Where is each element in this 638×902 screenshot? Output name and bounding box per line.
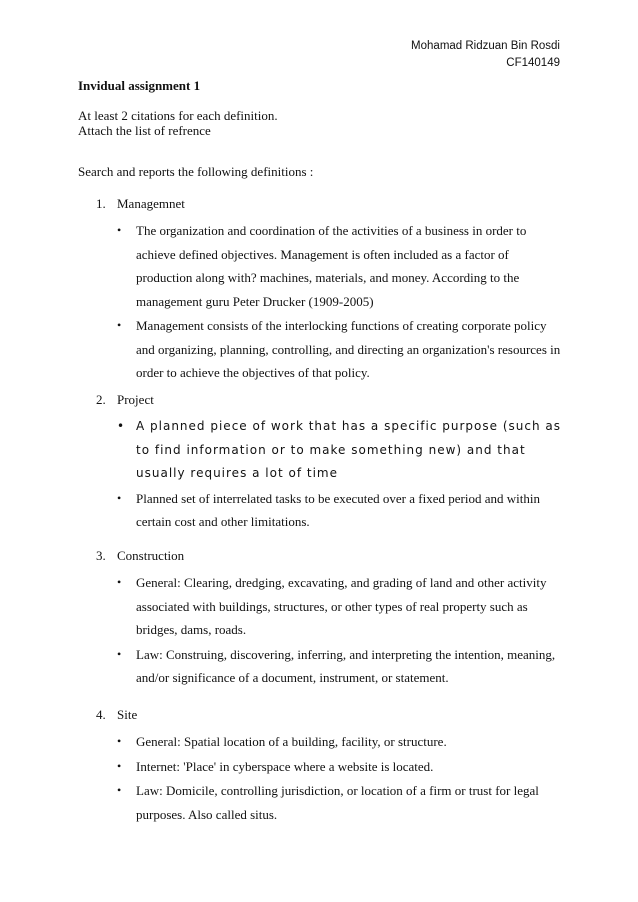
bullet-text: General: Clearing, dredging, excavating, and grading of land and other activity associated with buildings, structures, or other types of real property such as bridges, dams, roads. (136, 575, 547, 637)
page-header (411, 38, 560, 72)
bullet-icon: • (117, 734, 122, 748)
section-title: Construction (117, 548, 185, 563)
section-heading (96, 389, 566, 411)
bullet-icon: • (117, 490, 122, 505)
bullet-icon: • (117, 575, 122, 589)
list-item (96, 730, 566, 754)
section-number: 1. (96, 196, 106, 211)
bullet-text: Management consists of the interlocking functions of creating corporate policy and organizing, planning, controlling, and directing an organization's resources in order to achieve the objectives of that policy. (136, 318, 561, 380)
list-item (96, 571, 566, 642)
bullet-text: General: Spatial location of a building, facility, or structure. (136, 734, 447, 749)
list-item (96, 779, 566, 826)
list-item (96, 314, 566, 385)
section-number: 4. (96, 707, 106, 722)
bullet-text: Internet: 'Place' in cyberspace where a website is located. (136, 758, 434, 774)
bullet-text: The organization and coordination of the activities of a business in order to achieve defined objectives. Management is often included as a factor of production along with? machines, materials, and money. According to the management guru Peter Drucker (1909-2005) (136, 223, 527, 309)
section-construction (96, 545, 566, 691)
section-title: Project (117, 392, 154, 407)
section-site (96, 704, 566, 827)
bullet-text: Planned set of interrelated tasks to be executed over a fixed period and within certain cost and other limitations. (136, 490, 540, 529)
section-project (96, 389, 566, 535)
section-number: 3. (96, 548, 106, 563)
bullet-icon: • (117, 758, 122, 773)
section-management (96, 193, 566, 386)
student-id: CF140149 (506, 57, 560, 69)
intro-text (78, 108, 278, 138)
bullet-icon: • (117, 646, 122, 661)
list-item (96, 219, 566, 313)
section-number: 2. (96, 392, 106, 407)
section-heading (96, 545, 566, 567)
section-heading (96, 704, 566, 726)
bullet-icon: • (117, 783, 122, 797)
assignment-title: Invidual assignment 1 (78, 78, 201, 93)
section-title: Site (117, 707, 138, 722)
section-heading (96, 193, 566, 215)
section-title: Managemnet (117, 196, 185, 211)
list-item (96, 755, 566, 779)
bullet-text: Law: Domicile, controlling jurisdiction, or location of a firm or trust for legal purposes. Also called situs. (136, 783, 539, 822)
bullet-text: A planned piece of work that has a specific purpose (such as to find information or to make something new) and that usually requires a lot of time (136, 419, 561, 480)
list-item (96, 415, 566, 486)
bullet-icon: • (117, 318, 122, 332)
list-item (96, 643, 566, 690)
list-item (96, 487, 566, 534)
bullet-icon: • (117, 223, 122, 237)
intro-line-2: Attach the list of refrence (78, 123, 211, 138)
search-instruction: Search and reports the following definitions : (78, 164, 314, 179)
author-name: Mohamad Ridzuan Bin Rosdi (411, 40, 560, 52)
intro-line-1: At least 2 citations for each definition. (78, 108, 278, 123)
bullet-icon: • (117, 419, 126, 433)
bullet-text: Law: Construing, discovering, inferring, and interpreting the intention, meaning, and/or significance of a document, instrument, or statement. (136, 646, 556, 685)
